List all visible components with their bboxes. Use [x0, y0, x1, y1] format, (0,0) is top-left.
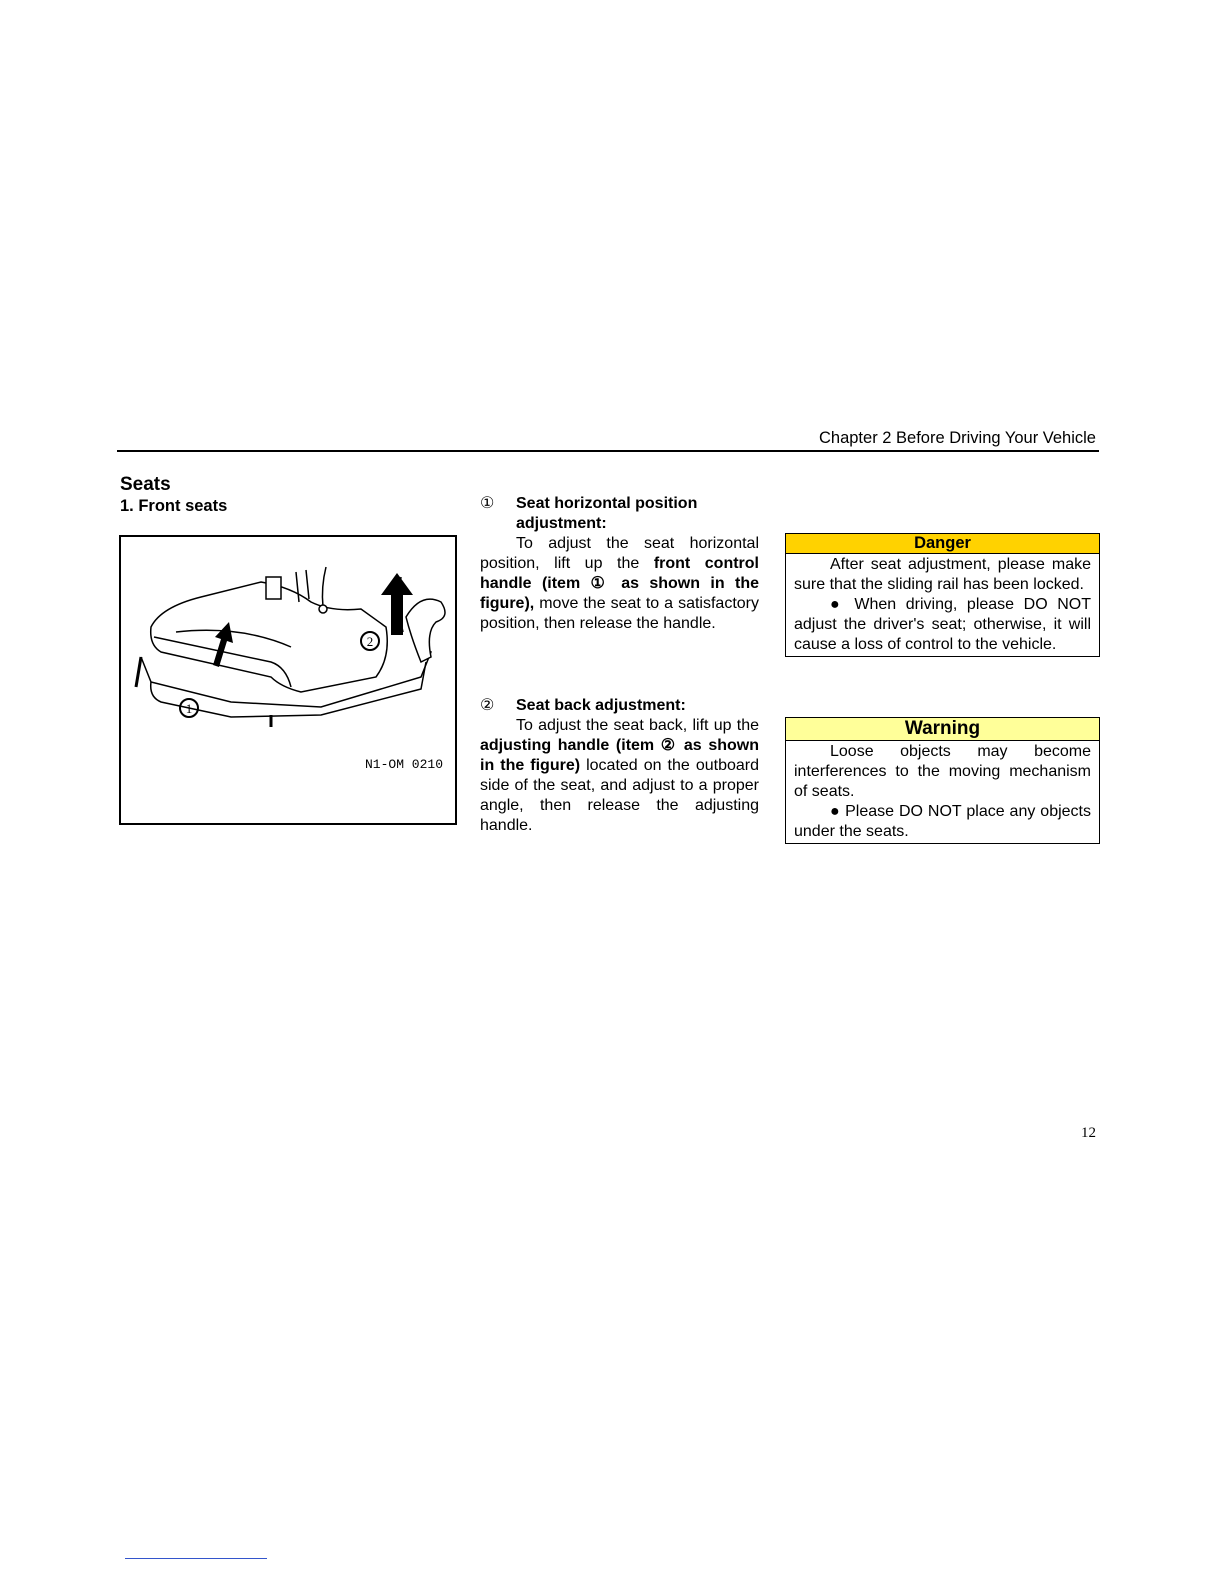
danger-text: After seat adjustment, please make sure that the sliding rail has been locked. — [794, 556, 1091, 593]
step-text: To adjust the seat horizontal position, lift up the — [480, 535, 759, 572]
danger-title: Danger — [786, 534, 1099, 554]
step-number: ① — [480, 495, 495, 512]
section-subtitle: 1. Front seats — [120, 497, 228, 515]
danger-text: ● When driving, please DO NOT adjust the driver's seat; otherwise, it will cause a loss of control to the vehicle. — [794, 596, 1091, 653]
warning-text: ● Please DO NOT place any objects under the seats. — [794, 803, 1091, 840]
step-heading: Seat horizontal position adjustment: — [516, 495, 698, 532]
seat-illustration — [121, 537, 455, 823]
step-heading: Seat back adjustment: — [516, 697, 686, 714]
warning-box — [785, 717, 1100, 844]
step-text: To adjust the seat back, lift up the — [516, 717, 759, 734]
footnote-rule — [125, 1558, 267, 1559]
step-horizontal-adjustment — [480, 494, 759, 634]
warning-title: Warning — [786, 718, 1099, 741]
page-number: 12 — [1081, 1125, 1096, 1141]
danger-box — [785, 533, 1100, 657]
chapter-header: Chapter 2 Before Driving Your Vehicle — [818, 429, 1096, 447]
step-text: located on the outboard side of the seat, and adjust to a proper angle, then release the adjusting handle. — [480, 757, 759, 834]
figure-code: N1-OM 0210 — [364, 757, 443, 772]
step-number: ② — [480, 697, 495, 714]
step-bold-text: front control handle (item ① as shown in the figure), — [480, 555, 760, 612]
warning-text: Loose objects may become interferences to the moving mechanism of seats. — [794, 743, 1091, 800]
step-bold-text: adjusting handle (item ② as shown in the figure) — [480, 737, 759, 774]
section-title: Seats — [120, 474, 171, 495]
step-body — [480, 534, 759, 634]
step-text: move the seat to a satisfactory position, then release the handle. — [480, 595, 759, 632]
callout-2: 2 — [366, 634, 374, 649]
seat-figure — [119, 535, 457, 825]
step-seat-back-adjustment — [480, 696, 759, 836]
step-body — [480, 716, 759, 836]
callout-1: 1 — [185, 701, 193, 716]
header-rule — [117, 450, 1099, 452]
